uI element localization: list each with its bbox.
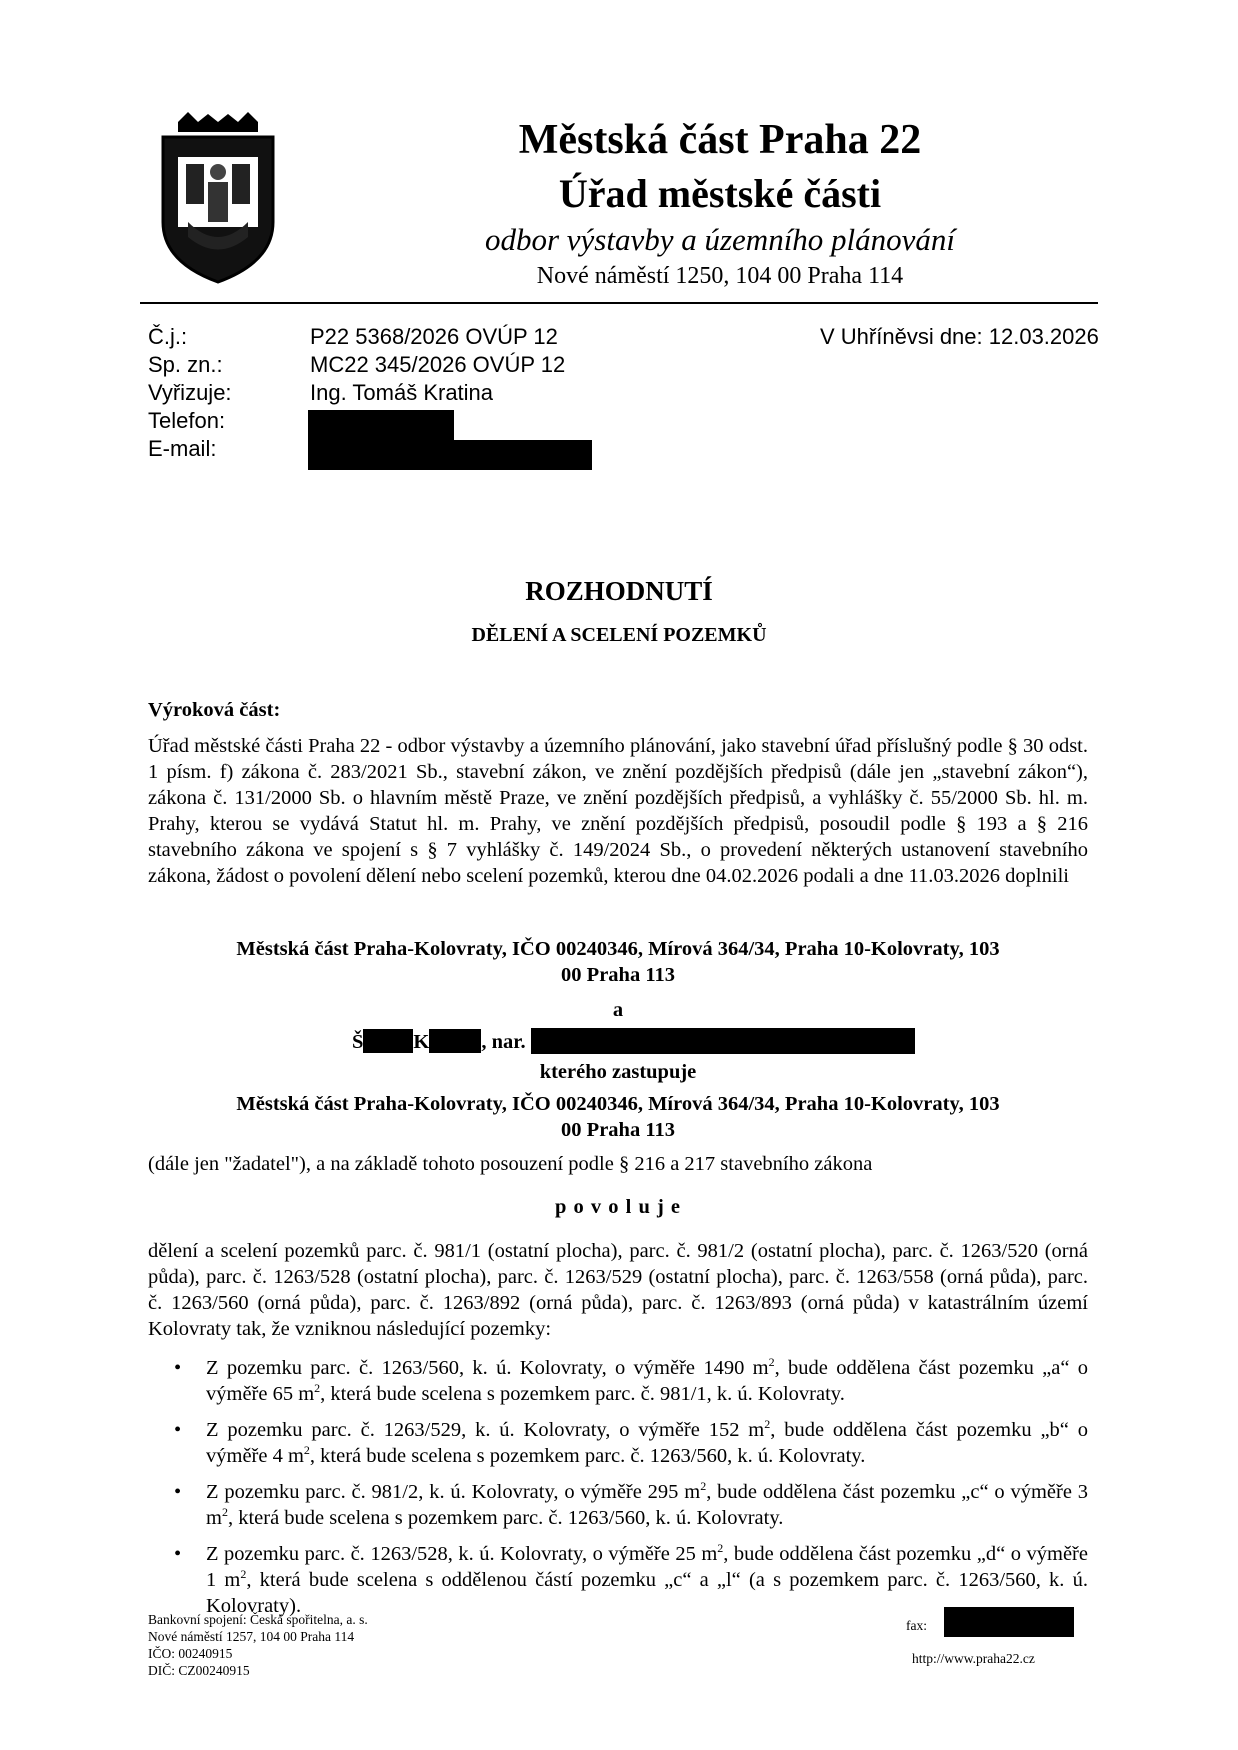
bullet: • (174, 1481, 182, 1503)
item-text: Z pozemku parc. č. 1263/560, k. ú. Kolovraty, o výměře 1490 m (206, 1357, 769, 1379)
bullet: • (174, 1419, 182, 1441)
item-text: , která bude scelena s pozemkem parc. č. 1263/560, k. ú. Kolovraty. (309, 1445, 866, 1467)
superscript: 2 (764, 1417, 771, 1432)
name-redaction (363, 1029, 413, 1053)
phone-redaction (308, 410, 454, 444)
item-text: Z pozemku parc. č. 981/2, k. ú. Kolovraty, o výměře 295 m (206, 1481, 701, 1503)
coat-of-arms-logo (158, 112, 278, 287)
footer-fax-label: fax: (906, 1618, 927, 1633)
fax-redaction (944, 1607, 1074, 1637)
item-text: , bude oddělena část pozemku „d“ o výměře 1 m (206, 1543, 1088, 1591)
item-text: Z pozemku parc. č. 1263/528, k. ú. Kolovraty, o výměře 25 m (206, 1543, 718, 1565)
list-item (148, 1479, 1088, 1531)
superscript: 2 (303, 1443, 310, 1458)
superscript: 2 (314, 1381, 321, 1396)
verdict: p o v o l u j e (554, 1196, 682, 1218)
handler-label: Vyřizuje: (148, 380, 232, 405)
item-text: Z pozemku parc. č. 1263/529, k. ú. Kolovraty, o výměře 152 m (206, 1419, 765, 1441)
ref-number: P22 5368/2026 OVÚP 12 (310, 324, 558, 349)
phone-label: Telefon: (148, 408, 226, 433)
footer-line: Nové náměstí 1257, 104 00 Praha 114 (148, 1629, 355, 1644)
superscript: 2 (240, 1567, 247, 1582)
list-item (148, 1417, 1088, 1469)
surname-redaction (429, 1029, 481, 1053)
reference-labels (148, 323, 232, 463)
reference-values (310, 323, 565, 407)
list-item (148, 1355, 1088, 1407)
decision-title: ROZHODNUTÍ (525, 576, 713, 606)
applicant-2 (352, 1028, 915, 1054)
intro-paragraph: Úřad městské části Praha 22 - odbor výstavby a územního plánování, jako stavební úřad příslušný podle § 30 odst. 1 písm. f) zákona č. 283/2021 Sb., stavební zákon, ve znění pozdějších předpisů (dále jen „stavební zákon“), zákona č. 131/2000 Sb. o hlavním městě Praze, ve znění pozdějších předpisů, a vyhlášky č. 55/2000 Sb. hl. m. Prahy, kterou se vydává Statut hl. m. Prahy, ve znění pozdějších předpisů, posoudil podle § 193 a § 216 stavebního zákona ve spojení s § 7 vyhlášky č. 149/2024 Sb., o provedení některých ustanovení stavebního zákona, žádost o povolení dělení nebo scelení pozemků, kterou dne 04.02.2026 podali a dne 11.03.2026 doplnili (148, 735, 1088, 887)
conjunction: a (612, 999, 624, 1021)
file-label: Sp. zn.: (148, 352, 223, 377)
represented-by: kterého zastupuje (539, 1061, 697, 1083)
org-name: Městská část Praha 22 (518, 117, 922, 163)
footer-line: IČO: 00240915 (148, 1646, 233, 1661)
applicant-1: Městská část Praha-Kolovraty, IČO 00240346, Mírová 364/34, Praha 10-Kolovraty, 103 00 Praha 113 (236, 938, 1000, 986)
footer-bank (148, 1611, 368, 1679)
applicant-2-born: , nar. (481, 1031, 526, 1053)
applicant-2-initial: Š (352, 1031, 364, 1053)
item-text: , která bude scelena s pozemkem parc. č. 981/1, k. ú. Kolovraty. (320, 1383, 845, 1405)
superscript: 2 (700, 1479, 707, 1494)
footer-line: DIČ: CZ00240915 (148, 1663, 250, 1678)
email-redaction (308, 440, 592, 470)
applicant-2-initial-2: K (413, 1031, 430, 1053)
ref-label: Č.j.: (148, 324, 188, 349)
decision-subtitle: DĚLENÍ A SCELENÍ POZEMKŮ (471, 624, 767, 646)
issue-date: V Uhříněvsi dne: 12.03.2026 (820, 324, 1099, 349)
superscript: 2 (221, 1505, 228, 1520)
superscript: 2 (768, 1355, 775, 1370)
birthdate-redaction (531, 1028, 915, 1054)
footer-line: Bankovní spojení: Česká spořitelna, a. s. (148, 1612, 368, 1627)
item-text: , která bude scelena s pozemkem parc. č. 1263/560, k. ú. Kolovraty. (227, 1507, 784, 1529)
item-text: , která bude scelena s oddělenou částí pozemku „c“ a „l“ (a s pozemkem parc. č. 1263/560, k. ú. Kolovraty). (206, 1569, 1088, 1617)
header-divider (140, 302, 1098, 304)
file-number: MC22 345/2026 OVÚP 12 (310, 352, 566, 377)
footer-website[interactable]: http://www.praha22.cz (912, 1651, 1035, 1666)
decision-text: dělení a scelení pozemků parc. č. 981/1 (ostatní plocha), parc. č. 981/2 (ostatní plocha), parc. č. 1263/520 (orná půda), parc. č. 1263/528 (ostatní plocha), parc. č. 1263/529 (ostatní plocha), parc. č. 1263/558 (orná půda), parc. č. 1263/560 (orná půda), parc. č. 1263/892 (orná půda), parc. č. 1263/893 (orná půda) v katastrálním území Kolovraty tak, že vzniknou následující pozemky: (148, 1240, 1088, 1340)
item-text: , bude oddělena část pozemku „a“ o výměře 65 m (206, 1357, 1088, 1405)
applicant-3: Městská část Praha-Kolovraty, IČO 00240346, Mírová 364/34, Praha 10-Kolovraty, 103 00 Praha 113 (236, 1093, 1000, 1141)
section-heading: Výroková část: (148, 699, 281, 721)
superscript: 2 (717, 1541, 724, 1556)
bullet: • (174, 1357, 182, 1379)
item-text: , bude oddělena část pozemku „c“ o výměře 3 m (206, 1481, 1088, 1529)
handler-name: Ing. Tomáš Kratina (310, 380, 494, 405)
office-name: Úřad městské části (558, 171, 882, 216)
parcel-list (148, 1355, 1088, 1629)
after-applicants: (dále jen "žadatel"), a na základě tohoto posouzení podle § 216 a 217 stavebního zákona (148, 1153, 873, 1175)
department-name: odbor výstavby a územního plánování (484, 222, 956, 257)
item-text: , bude oddělena část pozemku „b“ o výměře 4 m (206, 1419, 1088, 1467)
bullet: • (174, 1543, 182, 1565)
email-label: E-mail: (148, 436, 217, 461)
office-address: Nové náměstí 1250, 104 00 Praha 114 (536, 263, 904, 289)
